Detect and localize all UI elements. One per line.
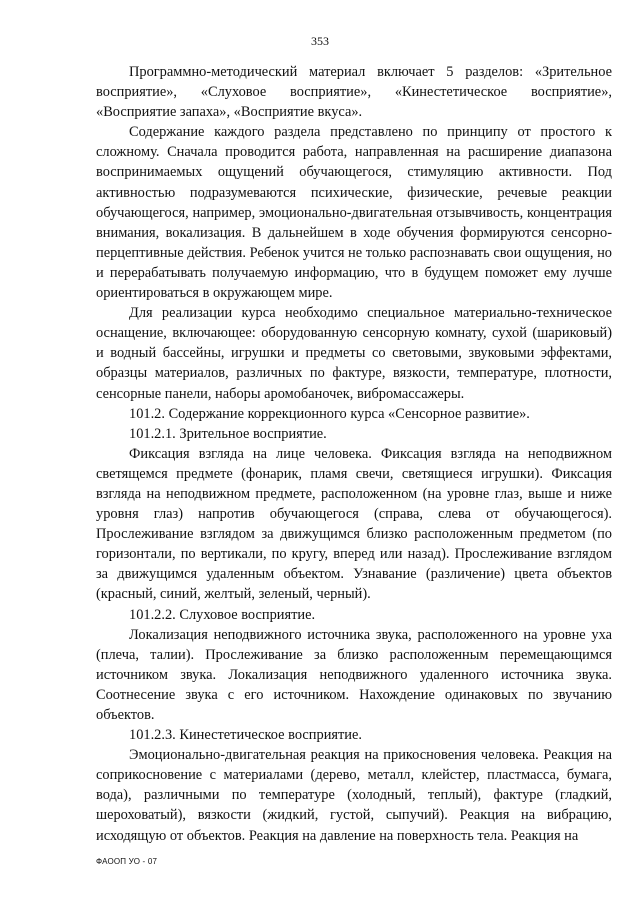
paragraph-equipment: Для реализации курса необходимо специальное материально-техническое оснащение, включающее: оборудованную сенсорную комнату, сухой (шариковый) и водный бассейны, игрушки и предметы со световыми, звуковыми эффектами, образцы материалов, различных по фактуре, вязкости, температуре, плотности, сенсорные панели, наборы аромобаночек, вибромассажеры. <box>96 305 612 402</box>
section-heading-101-2: 101.2. Содержание коррекционного курса «Сенсорное развитие». <box>129 405 530 422</box>
paragraph-intro: Программно-методический материал включает 5 разделов: «Зрительное восприятие», «Слуховое восприятие», «Кинестетическое восприятие», «Восприятие запаха», «Восприятие вкуса». <box>96 64 612 121</box>
section-heading-101-2-1: 101.2.1. Зрительное восприятие. <box>129 425 327 442</box>
paragraph-visual: Фиксация взгляда на лице человека. Фиксация взгляда на неподвижном светящемся предмете (фонарик, пламя свечи, светящиеся игрушки). Фиксация взгляда на неподвижном предмете, расположенном (на уровне глаз, выше и ниже уровня глаз) напротив обучающегося (справа, слева от обучающегося). Прослеживание взглядом за движущимся близко расположенным предметом (по горизонтали, по вертикали, по кругу, вперед или назад). Прослеживание взглядом за движущимся удаленным объектом. Узнавание (различение) цвета объектов (красный, синий, желтый, зеленый, черный). <box>96 445 612 603</box>
paragraph-kinesthetic: Эмоционально-двигательная реакция на прикосновения человека. Реакция на соприкосновение с материалами (дерево, металл, клейстер, пластмасса, бумага, вода), различными по температуре (холодный, теплый), фактуре (гладкий, шероховатый), вязкости (жидкий, густой, сыпучий). Реакция на вибрацию, исходящую от объектов. Реакция на давление на поверхность тела. Реакция на <box>96 747 612 844</box>
page-number: 353 <box>311 34 329 48</box>
paragraph-content: Содержание каждого раздела представлено по принципу от простого к сложному. Сначала проводится работа, направленная на расширение диапазона воспринимаемых ощущений обучающегося, стимуляцию активности. Под активностью подразумеваются психические, физические, речевые реакции обучающегося, например, эмоционально-двигательная отзывчивость, концентрация внимания, вокализация. В дальнейшем в ходе обучения формируются сенсорно-перцептивные действия. Ребенок учится не только распознавать свои ощущения, но и перерабатывать получаемую информацию, что в будущем поможет ему лучше ориентироваться в окружающем мире. <box>96 124 612 302</box>
section-heading-101-2-3: 101.2.3. Кинестетическое восприятие. <box>129 727 362 744</box>
footer: ФАООП УО - 07 <box>96 857 158 866</box>
section-heading-101-2-2: 101.2.2. Слуховое восприятие. <box>129 606 316 623</box>
paragraph-auditory: Локализация неподвижного источника звука, расположенного на уровне уха (плеча, талии). Прослеживание за близко расположенным перемещающимся источником звука. Локализация неподвижного удаленного источника звука. Соотнесение звука с его источником. Нахождение одинаковых по звучанию объектов. <box>96 626 612 723</box>
body-text <box>96 62 612 846</box>
